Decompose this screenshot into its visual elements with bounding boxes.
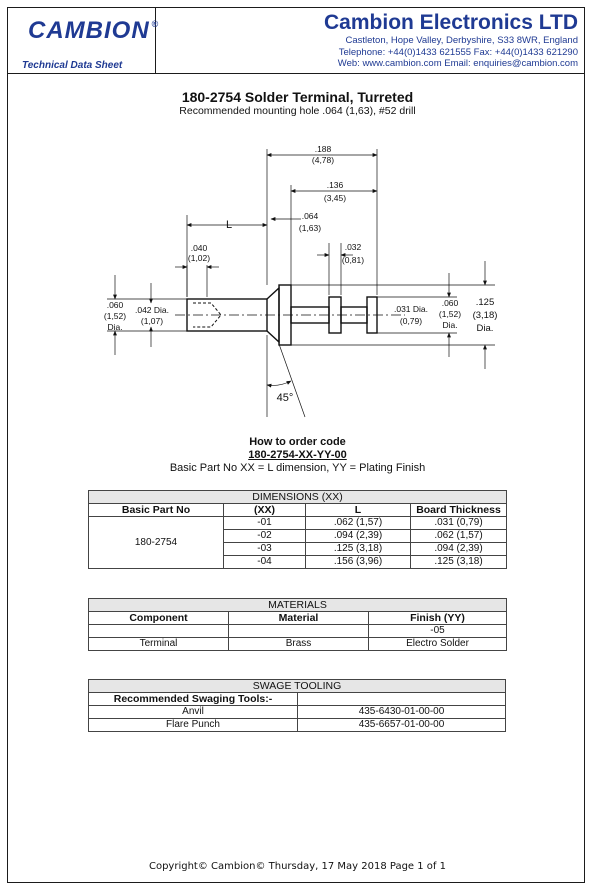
table-cell [229, 625, 369, 638]
dim-032: .032 [344, 242, 362, 252]
materials-table [88, 598, 507, 651]
swage-tooling-table [88, 679, 506, 732]
table-cell: .062 (1,57) [411, 530, 507, 543]
table-cell: .125 (3,18) [306, 543, 411, 556]
table-cell: 435-6657-01-00-00 [298, 719, 506, 732]
swage-header: Recommended Swaging Tools:- [89, 693, 298, 706]
dim-042: .042 Dia. [134, 305, 170, 315]
table-cell: Brass [229, 638, 369, 651]
dim-040-mm: (1,02) [187, 253, 211, 263]
company-block [324, 11, 578, 70]
table-cell: .156 (3,96) [306, 556, 411, 569]
table-cell: Electro Solder [369, 638, 507, 651]
dim-060-left: .060 [106, 300, 124, 310]
dim-060-left-mm: (1,52) [103, 311, 127, 321]
table-cell: -04 [224, 556, 306, 569]
dim-040: .040 [190, 243, 208, 253]
order-explanation: Basic Part No XX = L dimension, YY = Plating Finish [169, 462, 426, 474]
swage-caption: SWAGE TOOLING [89, 680, 506, 693]
dim-060-left-dia: Dia. [107, 322, 123, 332]
part-no-cell: 180-2754 [89, 517, 224, 569]
company-web: Web: www.cambion.com Email: enquiries@cambion.com [337, 58, 578, 69]
doc-type-label: Technical Data Sheet [22, 60, 123, 71]
table-cell [298, 693, 506, 706]
materials-caption: MATERIALS [89, 599, 507, 612]
col-material: Material [229, 612, 369, 625]
terminal-drawing [95, 135, 515, 420]
page-footer: Copyright© Cambion© Thursday, 17 May 2018 Page 1 of 1 [148, 861, 446, 872]
dimensions-caption: DIMENSIONS (XX) [89, 491, 507, 504]
company-address: Castleton, Hope Valley, Derbyshire, S33 8WR, England [345, 35, 578, 46]
dim-L: L [225, 219, 233, 231]
header-divider [7, 73, 585, 74]
table-cell: .094 (2,39) [306, 530, 411, 543]
dim-136-mm: (3,45) [323, 193, 347, 203]
dim-125-dia: Dia. [476, 323, 494, 334]
finish-code-cell: -05 [369, 625, 507, 638]
order-heading: How to order code [249, 436, 346, 448]
dim-060-right: .060 [441, 298, 459, 308]
company-phones: Telephone: +44(0)1433 621555 Fax: +44(0)1433 621290 [338, 46, 578, 58]
dim-031-mm: (0,79) [399, 316, 423, 326]
col-component: Component [89, 612, 229, 625]
company-name: Cambion Electronics LTD [324, 11, 578, 34]
dim-064-mm: (1,63) [298, 223, 322, 233]
table-cell: -01 [224, 517, 306, 530]
table-cell: .094 (2,39) [411, 543, 507, 556]
col-xx: (XX) [224, 504, 306, 517]
col-finish: Finish (YY) [369, 612, 507, 625]
cambion-logo: CAMBION ® [28, 17, 160, 44]
dim-angle: 45° [276, 392, 294, 404]
table-cell: .125 (3,18) [411, 556, 507, 569]
dim-042-mm: (1,07) [140, 316, 164, 326]
dim-031: .031 Dia. [393, 304, 429, 314]
dim-032-mm: (0,81) [341, 255, 365, 265]
page-title: 180-2754 Solder Terminal, Turreted [181, 89, 414, 105]
order-code-block [0, 436, 595, 475]
col-basic-part-no: Basic Part No [89, 504, 224, 517]
table-cell: Terminal [89, 638, 229, 651]
table-cell [89, 625, 229, 638]
order-code: 180-2754-XX-YY-00 [248, 449, 347, 461]
dim-060-right-mm: (1,52) [438, 309, 462, 319]
col-board-thickness: Board Thickness [411, 504, 507, 517]
table-cell: -02 [224, 530, 306, 543]
dim-188-mm: (4,78) [311, 155, 335, 165]
table-cell: -03 [224, 543, 306, 556]
table-cell: .031 (0,79) [411, 517, 507, 530]
table-cell: Flare Punch [89, 719, 298, 732]
dim-188: .188 [314, 144, 332, 154]
table-cell: .062 (1,57) [306, 517, 411, 530]
col-l: L [306, 504, 411, 517]
dimensions-table [88, 490, 507, 569]
dim-060-right-dia: Dia. [442, 320, 458, 330]
dim-125: .125 [475, 297, 495, 308]
table-cell: Anvil [89, 706, 298, 719]
dim-064: .064 [301, 211, 319, 221]
dim-125-mm: (3,18) [472, 310, 498, 321]
table-cell: 435-6430-01-00-00 [298, 706, 506, 719]
dim-136: .136 [326, 180, 344, 190]
page-subtitle: Recommended mounting hole .064 (1,63), #52 drill [179, 105, 416, 117]
